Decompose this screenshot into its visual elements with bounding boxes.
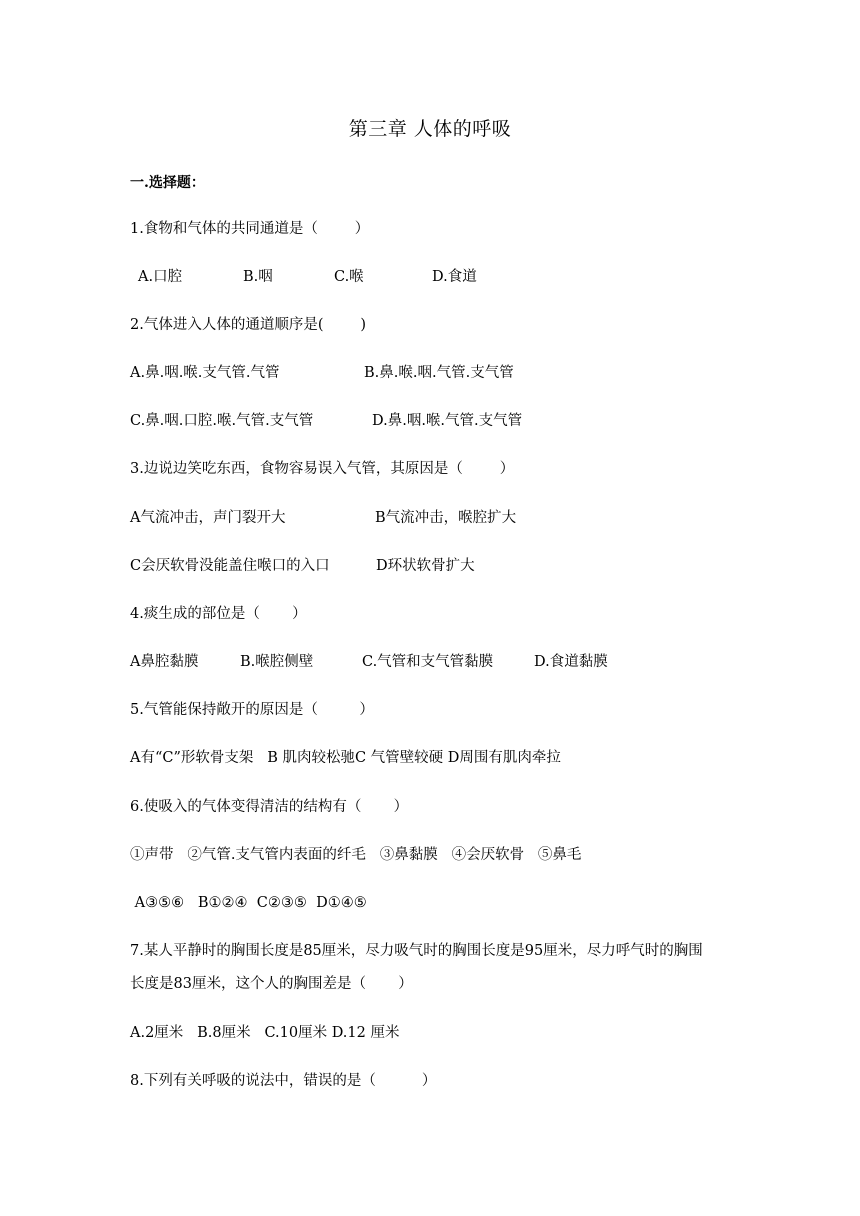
question-4-option-a: A鼻腔黏膜 xyxy=(130,654,199,670)
section-heading: 一.选择题： xyxy=(130,175,205,191)
question-2-option-c: C.鼻.咽.口腔.喉.气管.支气管 xyxy=(130,413,314,429)
question-5-stem: 5.气管能保持敞开的原因是（ ） xyxy=(130,702,374,718)
question-3-options-row2 xyxy=(130,556,750,576)
question-3-option-d: D环状软骨扩大 xyxy=(376,558,475,574)
question-4-option-b: B.喉腔侧壁 xyxy=(240,654,314,670)
question-7-stem-line2: 长度是83厘米，这个人的胸围差是（ ） xyxy=(130,976,413,992)
question-2-option-d: D.鼻.咽.喉.气管.支气管 xyxy=(372,413,523,429)
question-2-option-a: A.鼻.咽.喉.支气管.气管 xyxy=(130,365,280,381)
question-1-option-d: D.食道 xyxy=(432,269,477,285)
question-4-option-d: D.食道黏膜 xyxy=(534,654,608,670)
question-3-option-c: C会厌软骨没能盖住喉口的入口 xyxy=(130,558,330,574)
question-1-stem: 1.食物和气体的共同通道是（ ） xyxy=(130,221,370,237)
question-6-options: A③⑤⑥ B①②④ C②③⑤ D①④⑤ xyxy=(130,895,367,911)
question-4-option-c: C.气管和支气管黏膜 xyxy=(362,654,494,670)
question-1-option-c: C.喉 xyxy=(334,269,364,285)
question-2-option-b: B.鼻.喉.咽.气管.支气管 xyxy=(364,365,514,381)
question-3-option-a: A气流冲击，声门裂开大 xyxy=(130,510,286,526)
question-8-stem: 8.下列有关呼吸的说法中，错误的是（ ） xyxy=(130,1073,437,1089)
page-title: 第三章 人体的呼吸 xyxy=(348,118,512,140)
question-1-option-b: B.咽 xyxy=(243,269,273,285)
question-3-options-row1 xyxy=(130,508,750,528)
question-2-stem: 2.气体进入人体的通道顺序是( ) xyxy=(130,317,367,333)
question-3-option-b: B气流冲击，喉腔扩大 xyxy=(375,510,517,526)
question-2-options-row1 xyxy=(130,363,750,383)
question-1-option-a: A.口腔 xyxy=(138,269,183,285)
question-7-stem-line1: 7.某人平静时的胸围长度是85厘米，尽力吸气时的胸围长度是95厘米，尽力呼气时的胸围 xyxy=(130,943,703,959)
question-1-options xyxy=(130,267,750,287)
question-5-options: A有“C”形软骨支架 B 肌肉较松驰C 气管壁较硬 D周围有肌肉牵拉 xyxy=(130,750,561,766)
question-2-options-row2 xyxy=(130,411,750,431)
question-4-stem: 4.痰生成的部位是（ ） xyxy=(130,606,307,622)
question-7-options: A.2厘米 B.8厘米 C.10厘米 D.12 厘米 xyxy=(130,1025,400,1041)
question-6-stem: 6.使吸入的气体变得清洁的结构有（ ） xyxy=(130,799,409,815)
question-6-items: ①声带 ②气管.支气管内表面的纤毛 ③鼻黏膜 ④会厌软骨 ⑤鼻毛 xyxy=(130,847,582,863)
question-4-options xyxy=(130,652,750,672)
question-3-stem: 3.边说边笑吃东西，食物容易误入气管，其原因是（ ） xyxy=(130,461,515,477)
